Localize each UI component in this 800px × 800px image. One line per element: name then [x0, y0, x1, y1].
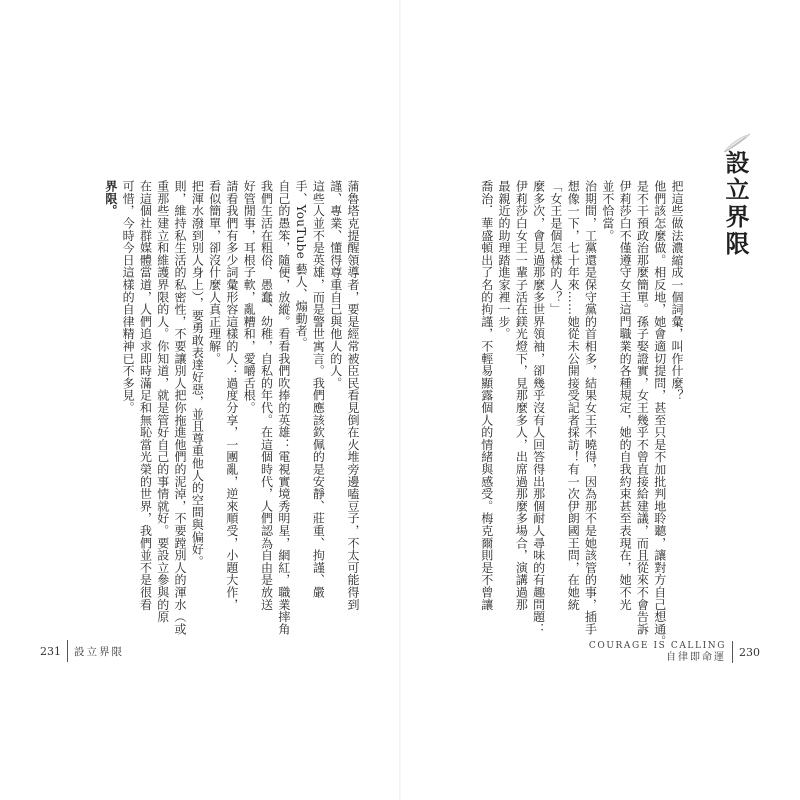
text-line: 伊莉莎白女王一輩子活在鎂光燈下，見那麼多人，出席過那麼多場合，演講過那 — [514, 180, 529, 611]
page-number: 230 — [739, 645, 760, 659]
text-line: 自己的愚笨，隨便，放縱。看看我們吹捧的英雄：電視實境秀明星，網紅，職業摔角 — [276, 180, 291, 636]
book-title-zh: 自律即命運 — [666, 652, 726, 663]
text-line: 他們該怎麼做。相反地，她會適切提問，甚至只是不加批判地聆聽，讓對方自己想通。 — [652, 180, 667, 648]
right-folio — [589, 640, 760, 664]
text-line: 想像一下，七十年來……她從未公開接受記者採訪！有一次伊朗國王問，在她統 — [566, 180, 581, 611]
text-line: 手、YouTube 藝人、煽動者。 — [294, 180, 309, 350]
text-line: 「女王是個怎樣的人？」 — [548, 180, 563, 316]
text-line: 這些人並不是英雄，而是警世寓言。我們應該欽佩的是安靜、莊重、拘謹、嚴 — [311, 180, 326, 599]
book-title-en: COURAGE IS CALLING — [588, 641, 726, 651]
text-line: 重那些建立和維護界限的人。你知道，就是管好自己的事情就好。要設立參與的原 — [155, 180, 170, 623]
text-line: 最親近的助理踏進家裡一步。 — [497, 180, 512, 340]
running-head: 設立界限 — [74, 645, 124, 658]
text-line: 界限。 — [103, 180, 118, 217]
text-line: 則，維持私生活的私密性，不要讓別人把你拖進他們的泥淖，不要蹚別人的渾水（或 — [173, 180, 188, 636]
text-line: 好管閒事，耳根子軟，亂糟和，愛嚼舌根。 — [242, 180, 257, 414]
right-page-body — [445, 180, 685, 648]
text-line: 把這些做法濃縮成一個詞彙，叫作什麼？ — [670, 180, 684, 402]
text-line: 蒲魯塔克提醒領導者，要是經常被臣民看見倒在火堆旁邊嗑豆子，不太可能得到 — [346, 180, 360, 611]
chapter-heading: 設立界限 — [721, 150, 750, 258]
text-line: 在這個社群媒體當道，人們追求即時滿足和無恥當光榮的世界，我們並不是很看 — [138, 180, 153, 611]
text-line: 是不干預政治那麼簡單。孫子娶證實，女王幾乎不曾直接給建議，而且從來不會告訴 — [635, 180, 650, 636]
text-line: 並不恰當。 — [600, 180, 615, 242]
text-line: 我們生活在粗俗、愚蠢、幼稚，自私的年代。在這個時代，人們認為自由是放送 — [259, 180, 274, 611]
text-line: 治期間，工黨還是保守黨的首相多，結果女王不曉得，因為那不是她該管的事，插手 — [583, 180, 598, 636]
text-line: 謹、專業、懂得尊重自己與他人的人。 — [328, 180, 343, 390]
left-folio — [40, 640, 124, 662]
running-head-stack — [589, 640, 726, 664]
text-line: 喬治．華盛頓出了名的拘謹，不輕易顯露個人的情緒與感受。梅克爾則是不曾讓 — [479, 180, 494, 611]
text-line: 伊莉莎白不僅遵守女王這門職業的各種規定，她的自我約束甚至表現在，她不光 — [618, 180, 633, 611]
text-line: 把渾水潑到別人身上），要勇敢表達好惡，並且尊重他人的空間與偏好。 — [190, 180, 205, 568]
folio-divider — [732, 641, 733, 663]
text-line: 看似簡單，卻沒什麼人真正理解。 — [207, 180, 222, 365]
page-number: 231 — [40, 644, 61, 658]
left-page-body — [55, 180, 361, 636]
text-line: 請看我們有多少詞彙形容這樣的人：過度分享，一團亂，逆來順受，小題大作， — [224, 180, 239, 611]
text-line: 麼多次，會見過那麼多世界領袖，卻幾乎沒有人回答得出那個耐人尋味的有趣問題： — [531, 180, 546, 636]
folio-divider — [67, 640, 68, 662]
text-line: 可惜，今時今日這樣的自律精神已不多見。 — [121, 180, 136, 414]
